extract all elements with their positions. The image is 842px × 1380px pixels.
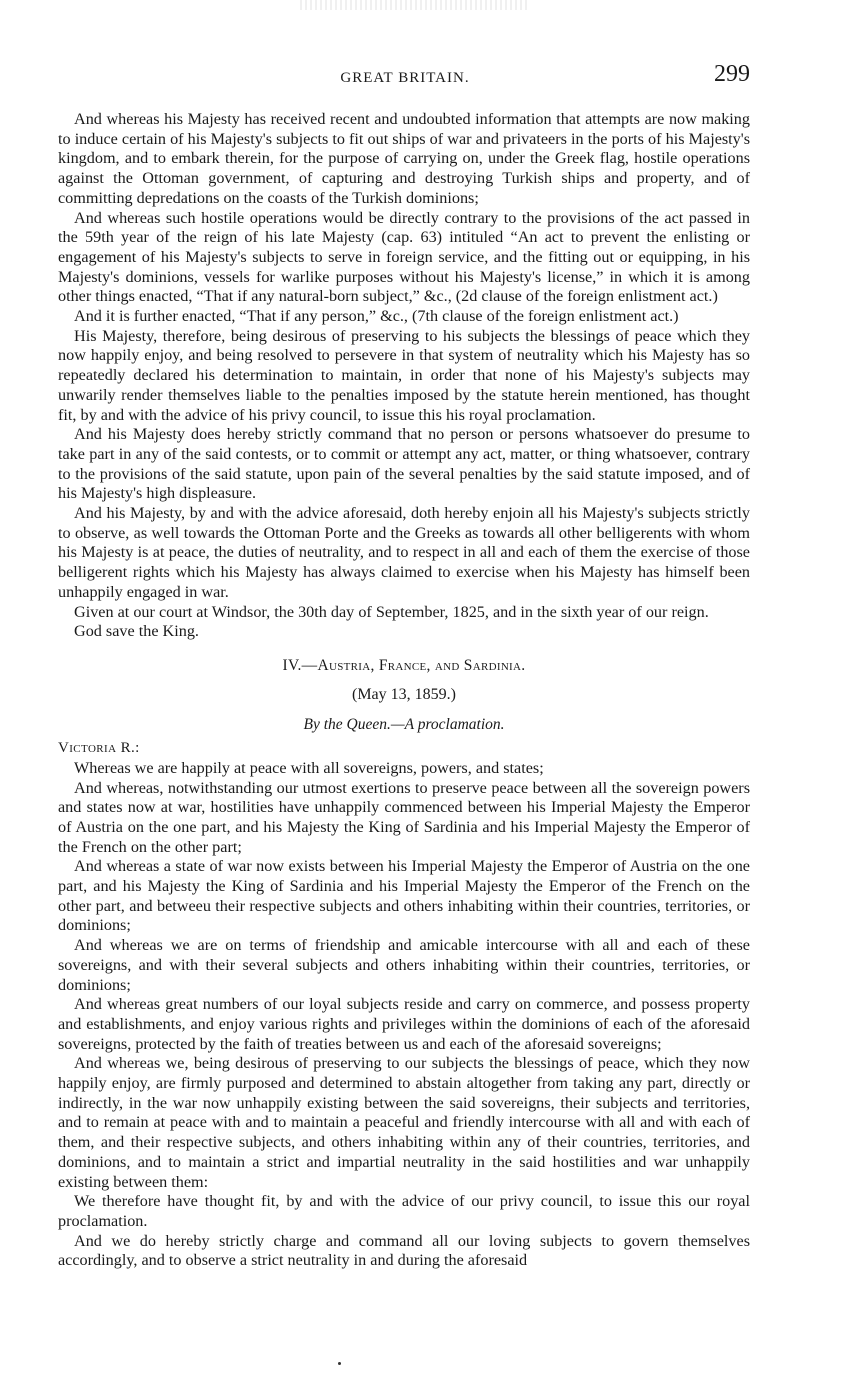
bleed-through-marks	[300, 0, 530, 10]
paragraph: We therefore have thought fit, by and with the advice of our privy council, to issue this our royal proclamation.	[58, 1192, 750, 1230]
footer-mark	[338, 1362, 341, 1365]
paragraph: And whereas such hostile operations would be directly contrary to the provisions of the act passed in the 59th year of the reign of his late Majesty (cap. 63) intituled “An act to prevent the enlisting or engagement of his Majesty's subjects to serve in foreign service, and the fitting out or equipping, in his Majesty's dominions, vessels for warlike purposes without his Majesty's license,” in which it is among other things enacted, “That if any natural-born subject,” &c., (2d clause of the foreign enlistment act.)	[58, 208, 750, 306]
section-date: (May 13, 1859.)	[352, 685, 456, 703]
paragraph: And whereas, notwithstanding our utmost exertions to preserve peace between all the sovereign powers and states now at war, hostilities have unhappily commenced between his Imperial Majesty the Emperor of Austria on the one part, and his Majesty the King of Sardinia and his Imperial Majesty the Emperor of the French on the other part;	[58, 778, 750, 856]
paragraph: And whereas his Majesty has received recent and undoubted information that attempts are now making to induce certain of his Majesty's subjects to fit out ships of war and privateers in the ports of his Majesty's kingdom, and to embark therein, for the purpose of carrying on, under the Greek flag, hostile operations against the Ottoman government, of capturing and destroying Turkish ships and property, and of committing depredations on the coasts of the Turkish dominions;	[58, 110, 750, 207]
paragraph: And we do hereby strictly charge and command all our loving subjects to govern themselves accordingly, and to observe a strict neutrality in and during the aforesaid	[58, 1231, 750, 1270]
proclamation-title: By the Queen.—A proclamation.	[303, 716, 505, 734]
running-head: GREAT BRITAIN.	[340, 70, 470, 86]
paragraph: And whereas great numbers of our loyal subjects reside and carry on commerce, and possess property and establishments, and enjoy various rights and privileges within the dominions of each of the aforesaid sovereigns, protected by the faith of treaties between us and each of the aforesaid sovereigns;	[58, 995, 750, 1053]
paragraph: And his Majesty, by and with the advice aforesaid, doth hereby enjoin all his Majesty's subjects strictly to observe, as well towards the Ottoman Porte and the Greeks as towards all other belligerents with whom his Majesty is at peace, the duties of neutrality, and to respect in all and each of them the exercise of those belligerent rights which his Majesty has always claimed to exercise when his Majesty has himself been unhappily engaged in war.	[58, 504, 750, 601]
page-header	[60, 58, 750, 88]
paragraph: Given at our court at Windsor, the 30th day of September, 1825, and in the sixth year of our reign.	[74, 602, 709, 621]
salutation: Victoria R.:	[58, 740, 140, 757]
paragraph: And his Majesty does hereby strictly command that no person or persons whatsoever do presume to take part in any of the said contests, or to commit or attempt any act, matter, or thing whatsoever, contrary to the provisions of the said statute, upon pain of the several penalties by the said statute imposed, and of his Majesty's high displeasure.	[58, 425, 750, 503]
paragraph: Whereas we are happily at peace with all sovereigns, powers, and states;	[74, 758, 544, 777]
page-number: 299	[714, 61, 750, 87]
page-body	[58, 110, 750, 1271]
section-heading: IV.—Austria, France, and Sardinia.	[282, 656, 526, 674]
paragraph: His Majesty, therefore, being desirous of preserving to his subjects the blessings of peace which they now happily enjoy, and being resolved to persevere in that system of neutrality which his Majesty has so repeatedly declared his determination to maintain, in order that none of his Majesty's subjects may unwarily render themselves liable to the penalties imposed by the statute herein mentioned, has thought fit, by and with the advice of his privy council, to issue this his royal proclamation.	[58, 326, 750, 424]
closing-line: God save the King.	[74, 622, 199, 641]
paragraph: And whereas a state of war now exists between his Imperial Majesty the Emperor of Austria on the one part, and his Majesty the King of Sardinia and his Imperial Majesty the Emperor of the French on the other part, and betweeu their respective subjects and others inhabiting within their countries, territories, or dominions;	[58, 857, 750, 935]
paragraph: And whereas we are on terms of friendship and amicable intercourse with all and each of these sovereigns, and with their several subjects and others inhabiting within their countries, territories, or dominions;	[58, 936, 750, 994]
paragraph: And whereas we, being desirous of preserving to our subjects the blessings of peace, which they now happily enjoy, are firmly purposed and determined to abstain altogether from taking any part, directly or indirectly, in the war now unhappily existing between the said sovereigns, their subjects and territories, and to remain at peace with and to maintain a peaceful and friendly intercourse with all and with each of them, and their respective subjects, and others inhabiting within any of their countries, territories, and dominions, and to maintain a strict and impartial neutrality in the said hostilities and war unhappily existing between them:	[58, 1054, 750, 1191]
paragraph: And it is further enacted, “That if any person,” &c., (7th clause of the foreign enlistment act.)	[74, 307, 679, 326]
